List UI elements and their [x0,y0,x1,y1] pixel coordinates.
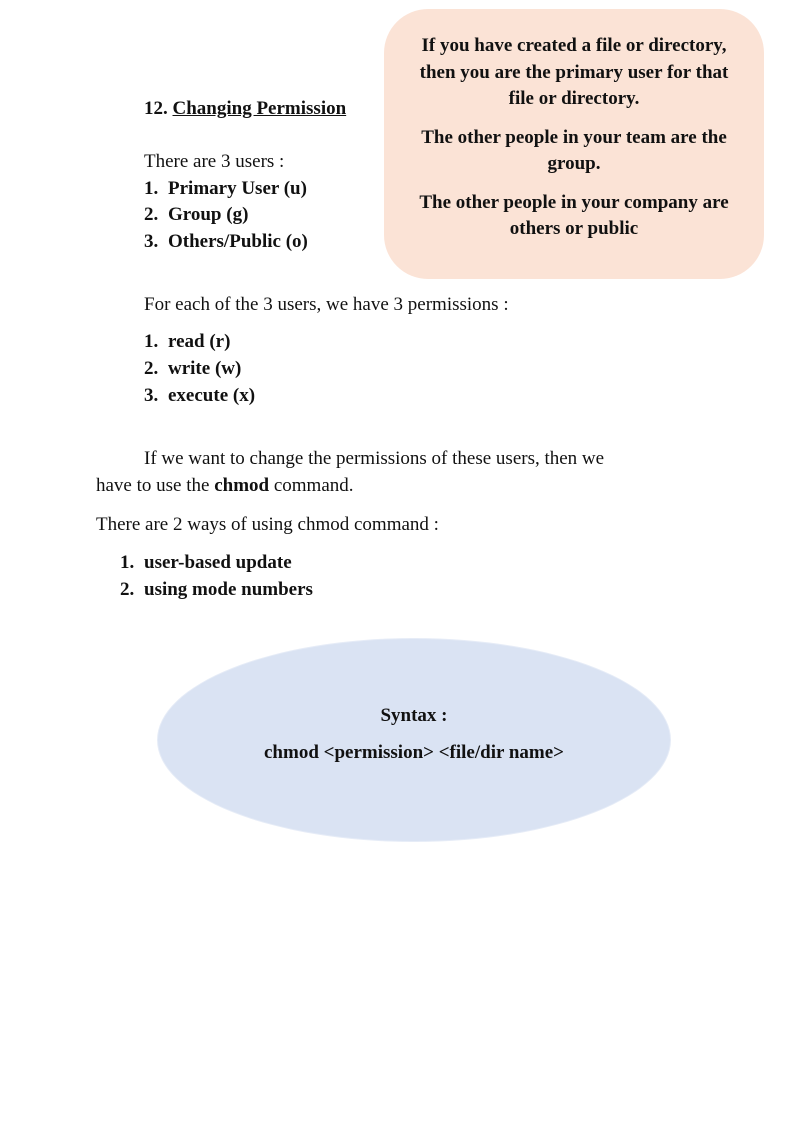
syntax-command: chmod <permission> <file/dir name> [264,742,564,763]
syntax-label: Syntax : [380,705,448,726]
list-item: 1. read (r) [144,331,231,352]
list-item: 2. Group (g) [144,204,249,225]
callout-paragraph-primary-user: If you have created a file or directory, then you are the primary user for that file or directory. [419,35,729,109]
ways-intro: There are 2 ways of using chmod command : [96,514,439,535]
list-item: 3. Others/Public (o) [144,231,308,252]
list-item: 2. using mode numbers [120,579,313,600]
chmod-paragraph-line2: have to use the chmod command. [96,475,354,496]
chmod-paragraph-line1: If we want to change the permissions of these users, then we [144,448,605,469]
users-intro: There are 3 users : [144,151,285,172]
permissions-intro: For each of the 3 users, we have 3 permissions : [144,294,509,315]
callout-box [384,9,764,279]
syntax-ellipse [157,638,671,842]
list-item: 1. user-based update [120,552,292,573]
chmod-command-text: chmod [214,475,270,496]
heading-title: Changing Permission [172,98,347,119]
section-heading [144,98,346,120]
list-item: 2. write (w) [144,358,242,379]
callout-paragraph-group: The other people in your team are the group. [421,126,727,174]
callout-paragraph-others: The other people in your company are others or public [419,191,729,239]
list-item: 1. Primary User (u) [144,178,307,199]
heading-number: 12. [144,98,168,119]
list-item: 3. execute (x) [144,385,256,406]
